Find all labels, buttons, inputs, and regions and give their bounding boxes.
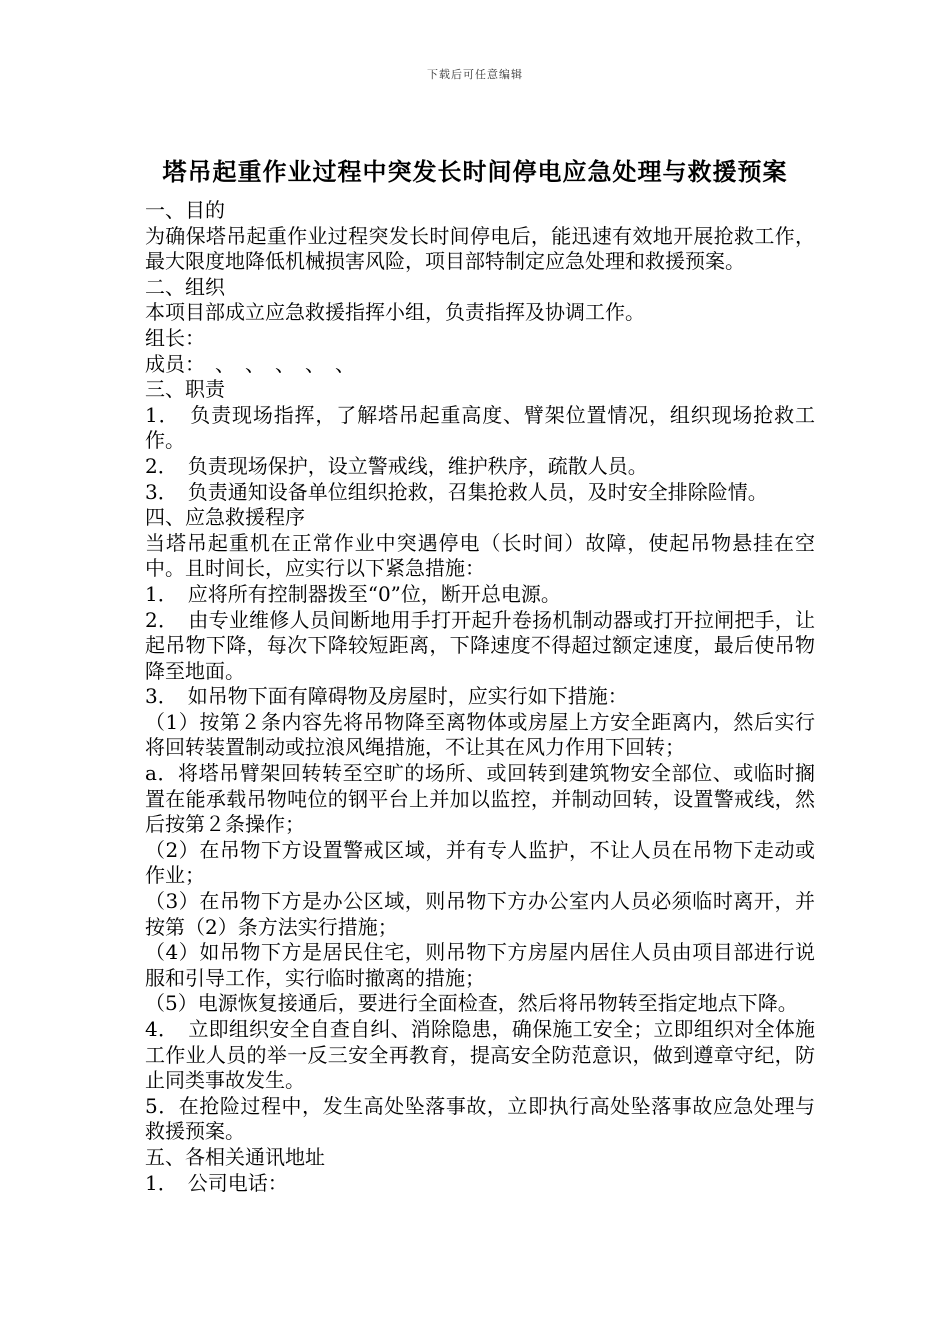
procedure-item-1: 1． 应将所有控制器拨至“0”位，断开总电源。 <box>145 581 561 606</box>
procedure-subitem-1: （1）按第２条内容先将吊物降至离物体或房屋上方安全距离内，然后实行将回转装置制动或拉浪风绳措施，不让其在风力作用下回转； <box>145 709 815 760</box>
paragraph-organization: 本项目部成立应急救援指挥小组，负责指挥及协调工作。 <box>145 300 645 325</box>
duty-item-1: 1． 负责现场指挥，了解塔吊起重高度、臂架位置情况，组织现场抢救工作。 <box>145 402 815 453</box>
paragraph-purpose: 为确保塔吊起重作业过程突发长时间停电后，能迅速有效地开展抢救工作，最大限度地降低机械损害风险，项目部特制定应急处理和救援预案。 <box>145 223 815 274</box>
procedure-item-4: 4． 立即组织安全自查自纠、消除隐患，确保施工安全；立即组织对全体施工作业人员的举一反三安全再教育，提高安全防范意识，做到遵章守纪，防止同类事故发生。 <box>145 1017 815 1093</box>
team-members-line: 成员： 、 、 、 、 、 <box>145 351 355 376</box>
document-title: 塔吊起重作业过程中突发长时间停电应急处理与救援预案 <box>162 158 788 186</box>
section-heading-duties: 三、职责 <box>145 377 225 402</box>
procedure-subitem-3: （3）在吊物下方是办公区域，则吊物下方办公室内人员必须临时离开，并按第（2）条方法实行措施； <box>145 889 815 939</box>
document-body <box>145 198 815 1196</box>
section-heading-contacts: 五、各相关通讯地址 <box>145 1144 325 1169</box>
procedure-subitem-5: （5）电源恢复接通后，要进行全面检查，然后将吊物转至指定地点下降。 <box>145 991 798 1016</box>
section-heading-procedure: 四、应急救援程序 <box>145 505 305 530</box>
duty-item-3: 3． 负责通知设备单位组织抢救，召集抢救人员，及时安全排除险情。 <box>145 479 768 504</box>
procedure-subitem-a: a．将塔吊臂架回转转至空旷的场所、或回转到建筑物安全部位、或临时搁置在能承载吊物吨位的钢平台上并加以监控，并制动回转，设置警戒线，然后按第２条操作； <box>145 761 815 837</box>
section-heading-organization: 二、组织 <box>145 274 225 299</box>
procedure-subitem-4: （4）如吊物下方是居民住宅，则吊物下方房屋内居住人员由项目部进行说服和引导工作，实行临时撤离的措施； <box>145 940 815 990</box>
team-leader-line: 组长： <box>145 325 205 350</box>
procedure-item-5: 5．在抢险过程中，发生高处坠落事故，立即执行高处坠落事故应急处理与救援预案。 <box>145 1093 815 1144</box>
paragraph-procedure-intro: 当塔吊起重机在正常作业中突遇停电（长时间）故障，使起吊物悬挂在空中。且时间长，应实行以下紧急措施： <box>145 530 815 581</box>
section-heading-purpose: 一、目的 <box>145 198 225 222</box>
duty-item-2: 2． 负责现场保护，设立警戒线，维护秩序，疏散人员。 <box>145 453 648 478</box>
contact-item-1: 1． 公司电话： <box>145 1170 288 1195</box>
page-header-note: 下载后可任意编辑 <box>427 68 523 81</box>
procedure-item-3: 3． 如吊物下面有障碍物及房屋时，应实行如下措施： <box>145 684 628 709</box>
procedure-subitem-2: （2）在吊物下方设置警戒区域，并有专人监护，不让人员在吊物下走动或作业； <box>145 837 815 888</box>
procedure-item-2: 2． 由专业维修人员间断地用手打开起升卷扬机制动器或打开拉闸把手，让起吊物下降，每次下降较短距离，下降速度不得超过额定速度，最后使吊物降至地面。 <box>145 607 815 683</box>
